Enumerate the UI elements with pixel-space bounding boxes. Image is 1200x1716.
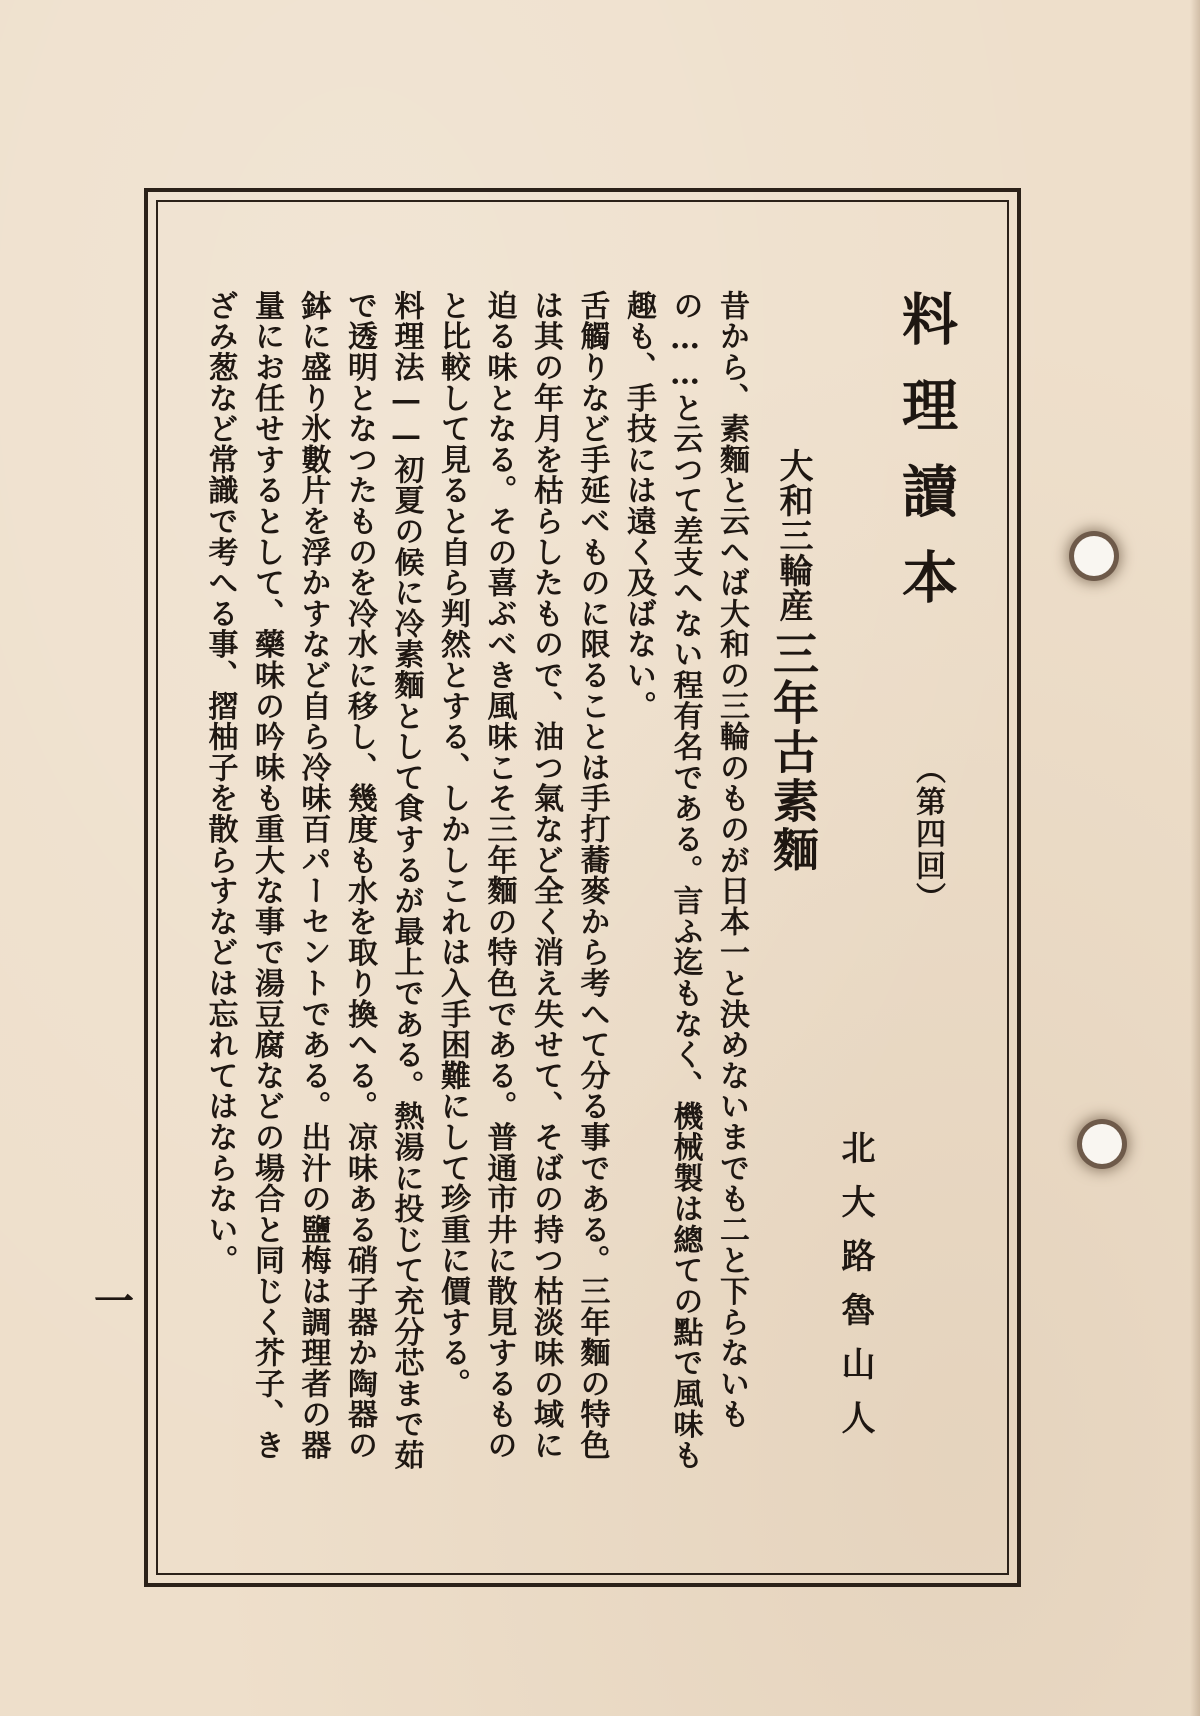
subtitle-origin: 大和三輪産 — [773, 448, 813, 623]
body-paragraph-intro: 昔から、素麵と云へば大和の三輪のものが日本一と決めないまでも二と下らないもの……と云つて差支へない程有名である。言ふ迄もなく、機械製は總ての點で風味も趣も、手技には遠く及ばない。 — [621, 290, 749, 1471]
author-name: 北大路魯山人 — [835, 1130, 875, 1454]
binding-hole-top — [1074, 536, 1114, 576]
page-edge-shadow — [1190, 0, 1200, 1716]
article-body — [196, 290, 754, 1490]
body-paragraph-texture: 舌觸りなど手延べものに限ることは手打蕎麥から考へて分る事である。三年麵の特色は其の年月を枯らしたもので、油つ氣など全く消え失せて、そばの持つ枯淡味の域に迫る味となる。その喜ぶべき風味こそ三年麵の特色である。普通市井に散見するものと比較して見ると自ら判然とする、しかしこれは入手困難にして珍重に價する。 — [435, 290, 610, 1461]
page-number: 一 — [87, 1280, 135, 1320]
page-title: 料理讀本 — [893, 290, 959, 634]
title-installment: （第四回） — [910, 754, 945, 914]
body-paragraph-recipe: 料理法——初夏の候に冷素麵として食するが最上である。熱湯に投じて充分芯まで茹で透明となつたものを冷水に移し、幾度も水を取り換へる。凉味ある硝子器か陶器の鉢に盛り氷數片を浮かすなど自ら冷味百パーセントである。出汁の鹽梅は調理者の器量にお任せするとして、藥味の吟味も重大な事で湯豆腐などの場合と同じく芥子、きざみ葱など常識で考へる事、摺柚子を散らすなどは忘れてはならない。 — [202, 290, 424, 1471]
binding-hole-bottom — [1082, 1124, 1122, 1164]
article-heading: 三年古素麵 — [766, 630, 820, 875]
